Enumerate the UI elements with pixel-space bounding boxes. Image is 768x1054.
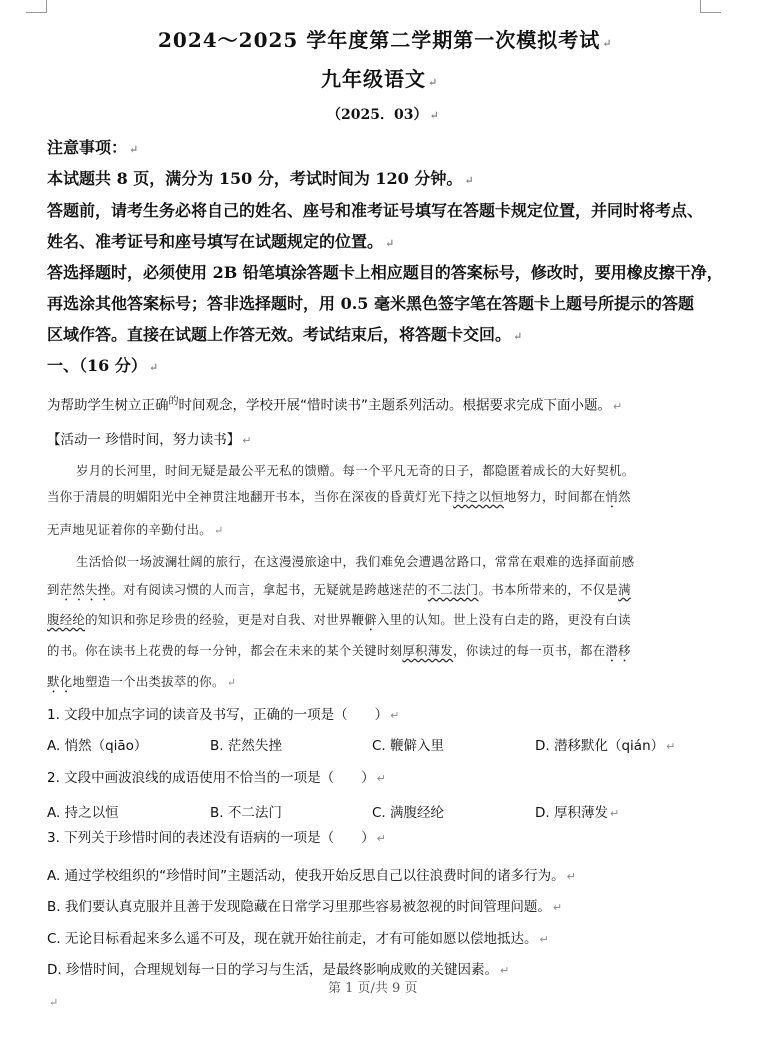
notice-heading: 注意事项： ↵ [47, 138, 139, 157]
notice-line-3b: 再选涂其他答案标号；答非选择题时，用 0.5 毫米黑色签字笔在答题卡上题号所提示的答题 [47, 294, 694, 313]
question-3-option-c[interactable]: C. 无论目标看起来多么遥不可及，现在就开始往前走，才有可能如愿以偿地抵达。 ↵ [47, 931, 549, 947]
passage-p2-line3: 腹经纶的知识和弥足珍贵的经验，更是对自我、对世界鞭僻入里的认知。世上没有白走的路，更没有白读 [47, 612, 631, 627]
question-2-option-b[interactable]: B. 不二法门 [210, 805, 282, 821]
question-3-stem: 3. 下列关于珍惜时间的表述没有语病的一项是（ ） ↵ [47, 830, 386, 846]
activity-heading: 【活动一 珍惜时间，努力读书】 ↵ [47, 432, 252, 448]
question-3-option-b[interactable]: B. 我们要认真克服并且善于发现隐藏在日常学习里那些容易被忽视的时间管理问题。 ↵ [47, 899, 563, 915]
page-footer: 第 1 页/共 9 页 [328, 981, 418, 996]
section-intro: 为帮助学生树立正确$^的$时间观念，学校开展“惜时读书”主题系列活动。根据要求完成下面小题。 ↵ [47, 396, 623, 414]
notice-line-3a: 答选择题时，必须使用 2B 铅笔填涂答题卡上相应题目的答案标号，修改时，要用橡皮擦干净， [47, 263, 723, 282]
passage-p1-line1: 岁月的长河里，时间无疑是最公平无私的馈赠。每一个平凡无奇的日子，都隐匿着成长的大好契机。 [76, 463, 635, 478]
notice-line-3c: 区域作答。直接在试题上作答无效。考试结束后，将答题卡交回。 ↵ [47, 325, 523, 344]
passage-p2-line1: 生活恰似一场波澜壮阔的旅行，在这漫漫旅途中，我们难免会遭遇岔路口，常常在艰难的选择面前感 [76, 554, 635, 569]
question-1-option-a[interactable]: A. 悄然（qiāo） [47, 738, 148, 754]
passage-p2-line4: 的书。你在读书上花费的每一分钟，都会在未来的某个关键时刻厚积薄发，你读过的每一页书，都在潜移 [47, 643, 631, 658]
section-heading: 一、（16 分） ↵ [47, 356, 159, 375]
question-2-option-a[interactable]: A. 持之以恒 [47, 805, 119, 821]
exam-title: 2024～2025 学年度第二学期第一次模拟考试 ↵ [158, 28, 613, 52]
exam-date: （2025．03） ↵ [327, 107, 439, 123]
question-1-option-b[interactable]: B. 茫然失挫 [210, 738, 282, 754]
corner-mark-top-left [26, 0, 47, 13]
passage-p1-line2: 当你于清晨的明媚阳光中全神贯注地翻开书本，当你在深夜的昏黄灯光下持之以恒地努力，时间都在悄然 [47, 489, 631, 504]
subject-title: 九年级语文 ↵ [321, 67, 439, 91]
paragraph-mark: ↵ [49, 996, 59, 1009]
passage-p2-line2: 到茫然失挫。对有阅读习惯的人而言，拿起书，无疑就是跨越迷茫的不二法门。书本所带来的，不仅是满 [47, 582, 631, 597]
question-1-option-c[interactable]: C. 鞭僻入里 [372, 738, 445, 754]
question-3-option-a[interactable]: A. 通过学校组织的“珍惜时间”主题活动，使我开始反思自己以往浪费时间的诸多行为。 ↵ [47, 868, 576, 884]
notice-line-2a: 答题前，请考生务必将自己的姓名、座号和准考证号填写在答题卡规定位置，并同时将考点、 [47, 201, 704, 220]
notice-line-1: 本试题共 8 页，满分为 150 分，考试时间为 120 分钟。 ↵ [47, 169, 474, 188]
question-1-stem: 1. 文段中加点字词的读音及书写，正确的一项是（ ） ↵ [47, 707, 400, 723]
question-3-option-d[interactable]: D. 珍惜时间，合理规划每一日的学习与生活，是最终影响成败的关键因素。 ↵ [47, 962, 510, 978]
question-2-option-c[interactable]: C. 满腹经纶 [372, 805, 445, 821]
passage-p2-line5: 默化地塑造一个出类拔萃的你。 ↵ [47, 674, 237, 689]
question-2-stem: 2. 文段中画波浪线的成语使用不恰当的一项是（ ） ↵ [47, 770, 386, 786]
question-2-option-d[interactable]: D. 厚积薄发 ↵ [535, 805, 620, 821]
corner-mark-top-right [700, 0, 721, 13]
notice-line-2b: 姓名、准考证号和座号填写在试题规定的位置。 ↵ [47, 232, 395, 251]
question-1-option-d[interactable]: D. 潜移默化（qián） ↵ [535, 738, 676, 754]
passage-p1-line3: 无声地见证着你的辛勤付出。 ↵ [47, 522, 224, 537]
